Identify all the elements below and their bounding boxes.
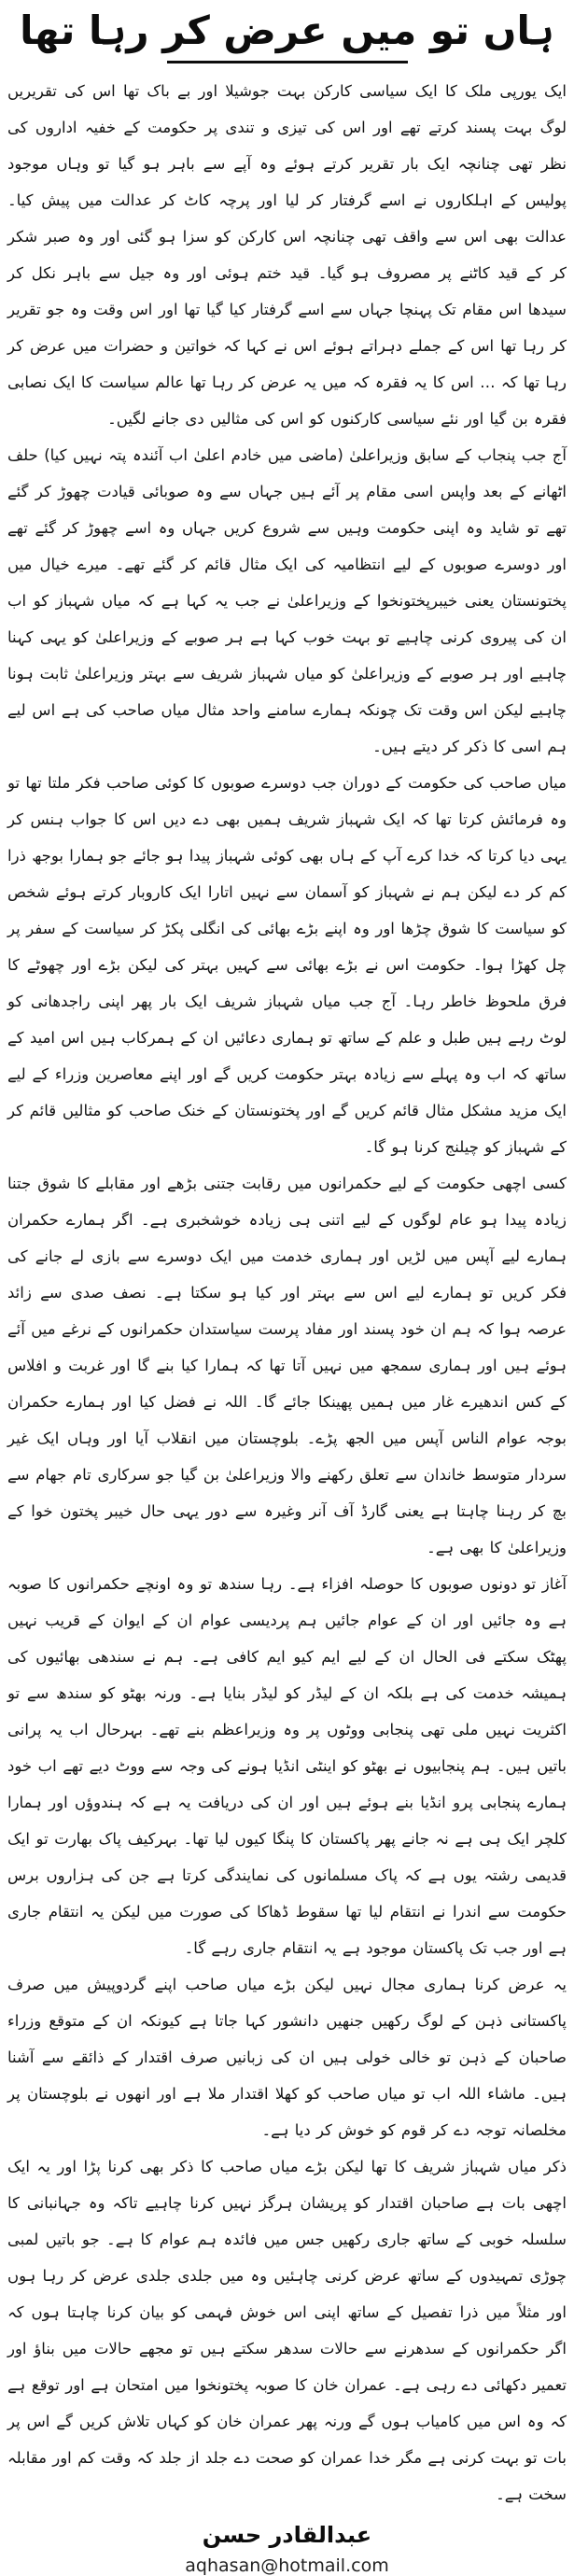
article-paragraph: یہ عرض کرنا ہماری مجال نہیں لیکن بڑے میاں صاحب اپنے گردوپیش میں صرف پاکستانی ذہن کے لوگ رکھیں جنھیں دانشور کہا جاتا ہے کیونکہ ان کے متوقع وزراء صاحبان کے ذہن تو خالی خولی ہیں ان کی زبانیں صرف اقتدار کے ذائقے سے آشنا ہیں۔ ماشاء اللہ اب تو میاں صاحب کو کھلا اقتدار ملا ہے اور انھوں نے بلوچستان پر مخلصانہ توجہ دے کر قوم کو خوش کر دیا ہے۔ [7, 1975, 567, 2139]
column-title: ہاں تو میں عرض کر رہا تھا [20, 7, 554, 53]
title-underline [167, 61, 408, 63]
article-paragraph: کسی اچھی حکومت کے لیے حکمرانوں میں رقابت جتنی بڑھے اور مقابلے کا شوق جتنا زیادہ پیدا ہو عام لوگوں کے لیے اتنی ہی زیادہ خوشخبری ہے۔ اگر ہمارے حکمران ہمارے لیے آپس میں لڑیں اور ہماری خدمت میں ایک دوسرے سے بازی لے جانے کی فکر کریں تو ہمارے لیے اس سے بہتر اور کیا ہو سکتا ہے۔ نصف صدی سے زائد عرصہ ہوا کہ ہم ان خود پسند اور مفاد پرست سیاستدان حکمرانوں کے نرغے میں آئے ہوئے ہیں اور ہماری سمجھ میں نہیں آتا تھا کہ ہمارا کیا بنے گا اور غربت و افلاس کے کس اندھیرے غار میں ہمیں پھینکا جائے گا۔ اللہ نے فضل کیا اور ہمارے حکمران بوجہ عوام الناس آپس میں الجھ پڑے۔ بلوچستان میں انقلاب آیا اور وہاں ایک غیر سردار متوسط خاندان سے تعلق رکھنے والا وزیراعلیٰ بن گیا جو سرکاری تام جھام سے بچ کر رہنا چاہتا ہے یعنی گارڈ آف آنر وغیرہ سے دور یہی حال خیبر پختون خوا کے وزیراعلیٰ کا بھی ہے۔ [7, 1174, 567, 1556]
article-paragraph: آغاز تو دونوں صوبوں کا حوصلہ افزاء ہے۔ رہا سندھ تو وہ اونچے حکمرانوں کا صوبہ ہے وہ جائیں اور ان کے عوام جائیں ہم پردیسی عوام ان کے ایوان کے قریب نہیں پھٹک سکتے فی الحال ان کے لیے ایم کیو ایم کافی ہے۔ ہم نے سندھی بھائیوں کی ہمیشہ خدمت کی ہے بلکہ ان کے لیڈر کو لیڈر بنایا ہے۔ ورنہ بھٹو کو سندھ سے تو اکثریت نہیں ملی تھی پنجابی ووٹوں پر وہ وزیراعظم بنے تھے۔ بہرحال اب یہ پرانی باتیں ہیں۔ ہم پنجابیوں نے بھٹو کو اینٹی انڈیا ہونے کی وجہ سے ووٹ دیے تھے اب خود ہمارے پنجابی پرو انڈیا بنے ہوئے ہیں اور ان کی دریافت یہ ہے کہ ہندوؤں اور ہمارا کلچر ایک ہی ہے نہ جانے پھر پاکستان کا پنگا کیوں لیا تھا۔ بہرکیف پاک بھارت تو ایک قدیمی رشتہ یوں ہے کہ پاک مسلمانوں کی نمایندگی کرتا ہے جن کی ہزاروں برس حکومت سے اندرا نے انتقام لیا تھا سقوط ڈھاکا کی صورت میں لیکن یہ انتقام جاری ہے اور جب تک پاکستان موجود ہے یہ انتقام جاری رہے گا۔ [7, 1574, 567, 1957]
article-body [0, 73, 574, 2513]
article-paragraph: ایک یورپی ملک کا ایک سیاسی کارکن بہت جوشیلا اور بے باک تھا اس کی تقریریں لوگ بہت پسند کرتے تھے اور اس کی تیزی و تندی پر حکومت کے خفیہ اداروں کی نظر تھی چنانچہ ایک بار تقریر کرتے ہوئے وہ آپے سے باہر ہو گیا تو وہاں موجود پولیس کے اہلکاروں نے اسے گرفتار کر لیا اور پرچہ کاٹ کر عدالت میں پیش کیا۔ عدالت بھی اس سے واقف تھی چنانچہ اس کارکن کو سزا ہو گئی اور وہ صبر شکر کر کے قید کاٹنے پر مصروف ہو گیا۔ قید ختم ہوئی اور وہ جیل سے باہر نکل کر سیدھا اس مقام تک پہنچا جہاں سے اسے گرفتار کیا گیا تھا اور اس وقت وہ جو تقریر کر رہا تھا اس کے جملے دہراتے ہوئے اس نے کہا کہ خواتین و حضرات میں عرض کر رہا تھا کہ … اس کا یہ فقرہ کہ میں یہ عرض کر رہا تھا عالم سیاست کا ایک نصابی فقرہ بن گیا اور نئے سیاسی کارکنوں کو اس کی مثالیں دی جانے لگیں۔ [7, 81, 567, 428]
author-email: aqhasan@hotmail.com [185, 2555, 389, 2576]
article-paragraph: آج جب پنجاب کے سابق وزیراعلیٰ (ماضی میں خادم اعلیٰ اب آئندہ پتہ نہیں کیا) حلف اٹھانے کے بعد واپس اسی مقام پر آئے ہیں جہاں سے وہ صوبائی قیادت چھوڑ کر گئے تھے تو شاید وہ اپنی حکومت وہیں سے شروع کریں جہاں وہ اسے چھوڑ کر گئے تھے اور دوسرے صوبوں کے لیے انتظامیہ کی ایک مثال قائم کر گئے تھے۔ میرے خیال میں پختونستان یعنی خیبرپختونخوا کے وزیراعلیٰ نے جب یہ کہا ہے کہ میاں شہباز کو اب ان کی پیروی کرنی چاہیے تو بہت خوب کہا ہے ہر صوبے کے وزیراعلیٰ کو یہی کہنا چاہیے اور ہر صوبے کے وزیراعلیٰ کو میاں شہباز شریف سے بہتر وزیراعلیٰ ثابت ہونا چاہیے لیکن اس وقت تک چونکہ ہمارے سامنے واحد مثال میاں صاحب کی ہے اس لیے ہم اسی کا ذکر کر دیتے ہیں۔ [7, 445, 567, 755]
article-paragraph: میاں صاحب کی حکومت کے دوران جب دوسرے صوبوں کا کوئی صاحب فکر ملتا تھا تو وہ فرمائش کرتا تھا کہ ایک شہباز شریف ہمیں بھی دے دیں اس کا جواب ہنس کر یہی دیا کرتا کہ خدا کرے آپ کے ہاں بھی کوئی شہباز پیدا ہو جائے جو ہمارا بوجھ ذرا کم کر دے لیکن ہم نے شہباز کو آسمان سے نہیں اتارا ایک کاروبار کرتے ہوئے شخص کو سیاست کا شوق چڑھا اور وہ اپنے بڑے بھائی کی انگلی پکڑ کر سیاست کے سفر پر چل کھڑا ہوا۔ حکومت اس نے بڑے بھائی سے کہیں بہتر کی لیکن بڑے اور چھوٹے کا فرق ملحوظ خاطر رہا۔ آج جب میاں شہباز شریف ایک بار پھر اپنی راجدھانی کو لوٹ رہے ہیں طبل و علم کے ساتھ تو ہماری دعائیں ان کے ہمرکاب ہیں اس امید کے ساتھ کہ اب وہ پہلے سے زیادہ بہتر حکومت کریں گے اور اپنے معاصرین وزراء کے لیے ایک مزید مشکل مثال قائم کریں گے اور پختونستان کے خنک صاحب کو مثالیں قائم کر کے شہباز کو چیلنج کرنا ہو گا۔ [7, 773, 567, 1156]
column-header [0, 6, 574, 63]
author-signature: عبدالقادر حسن [202, 2521, 372, 2548]
article-paragraph: ذکر میاں شہباز شریف کا تھا لیکن بڑے میاں صاحب کا ذکر بھی کرنا پڑا اور یہ ایک اچھی بات ہے صاحبان اقتدار کو پریشان ہرگز نہیں کرنا چاہیے تاکہ وہ جہانبانی کا سلسلہ خوبی کے ساتھ جاری رکھیں جس میں فائدہ ہم عوام کا ہے۔ جو باتیں لمبی چوڑی تمہیدوں کے ساتھ عرض کرنی چاہئیں وہ میں جلدی جلدی عرض کر رہا ہوں اور مثلاً میں ذرا تفصیل کے ساتھ اپنی اس خوش فہمی کو بیان کرنا چاہتا ہوں کہ اگر حکمرانوں کے سدھرنے سے حالات سدھر سکتے ہیں تو مجھے حالات میں بناؤ اور تعمیر دکھائی دے رہی ہے۔ عمران خان کا صوبہ پختونخوا میں امتحان ہے اور توقع ہے کہ وہ اس میں کامیاب ہوں گے ورنہ پھر عمران خان کو کہاں تلاش کریں گے اس پر بات تو بہت کرنی ہے مگر خدا عمران کو صحت دے جلد از جلد کہ وقت کم اور مقابلہ سخت ہے۔ [7, 2157, 567, 2503]
